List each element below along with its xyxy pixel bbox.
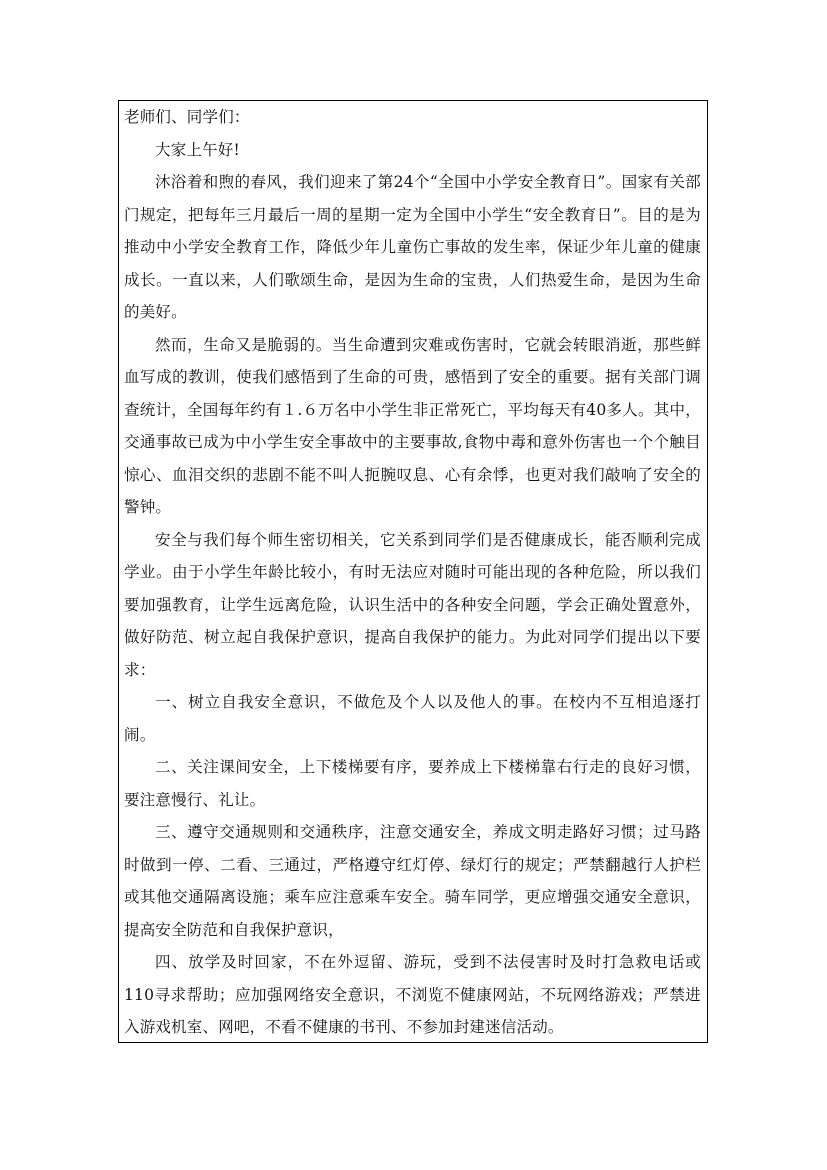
salutation: 老师们、同学们： <box>124 108 250 126</box>
requirement-3: 三、遵守交通规则和交通秩序，注意交通安全，养成文明走路好习惯；过马路时做到一停、二看、三通过，严格遵守红灯停、绿灯行的规定；严禁翻越行人护栏或其他交通隔离设施；乘车应注意乘车安全。骑车同学，更应增强交通安全意识，提高安全防范和自我保护意识， <box>124 823 701 939</box>
speech-body <box>124 101 701 1044</box>
requirement-4: 四、放学及时回家，不在外逗留、游玩，受到不法侵害时及时打急救电话或110寻求帮助；应加强网络安全意识，不浏览不健康网站，不玩网络游戏；严禁进入游戏机室、网吧，不看不健康的书刊、不参加封建迷信活动。 <box>124 953 701 1036</box>
requirement-2: 二、关注课间安全，上下楼梯要有序，要养成上下楼梯靠右行走的良好习惯，要注意慢行、礼让。 <box>124 758 701 809</box>
paragraph-statistics: 然而，生命又是脆弱的。当生命遭到灾难或伤害时，它就会转眼消逝，那些鲜血写成的教训，使我们感悟到了生命的可贵，感悟到了安全的重要。据有关部门调查统计，全国每年约有１.６万名中小学生非正常死亡，平均每天有40多人。其中，交通事故已成为中小学生安全事故中的主要事故,食物中毒和意外伤害也一个个触目惊心、血泪交织的悲剧不能不叫人扼腕叹息、心有余悸，也更对我们敲响了安全的警钟。 <box>124 335 701 516</box>
paragraph-intro: 沐浴着和煦的春风，我们迎来了第24个“全国中小学安全教育日”。国家有关部门规定，把每年三月最后一周的星期一定为全国中小学生“安全教育日”。目的是为推动中小学安全教育工作，降低少年儿童伤亡事故的发生率，保证少年儿童的健康成长。一直以来，人们歌颂生命，是因为生命的宝贵，人们热爱生命，是因为生命的美好。 <box>124 173 701 321</box>
requirement-1: 一、树立自我安全意识，不做危及个人以及他人的事。在校内不互相追逐打闹。 <box>124 693 701 744</box>
speech-text-box <box>118 100 708 1043</box>
paragraph-greeting: 大家上午好! <box>155 140 240 159</box>
paragraph-importance: 安全与我们每个师生密切相关，它关系到同学们是否健康成长，能否顺利完成学业。由于小学生年龄比较小，有时无法应对随时可能出现的各种危险，所以我们要加强教育，让学生远离危险，认识生活中的各种安全问题，学会正确处置意外，做好防范、树立起自我保护意识，提高自我保护的能力。为此对同学们提出以下要求： <box>124 530 701 679</box>
